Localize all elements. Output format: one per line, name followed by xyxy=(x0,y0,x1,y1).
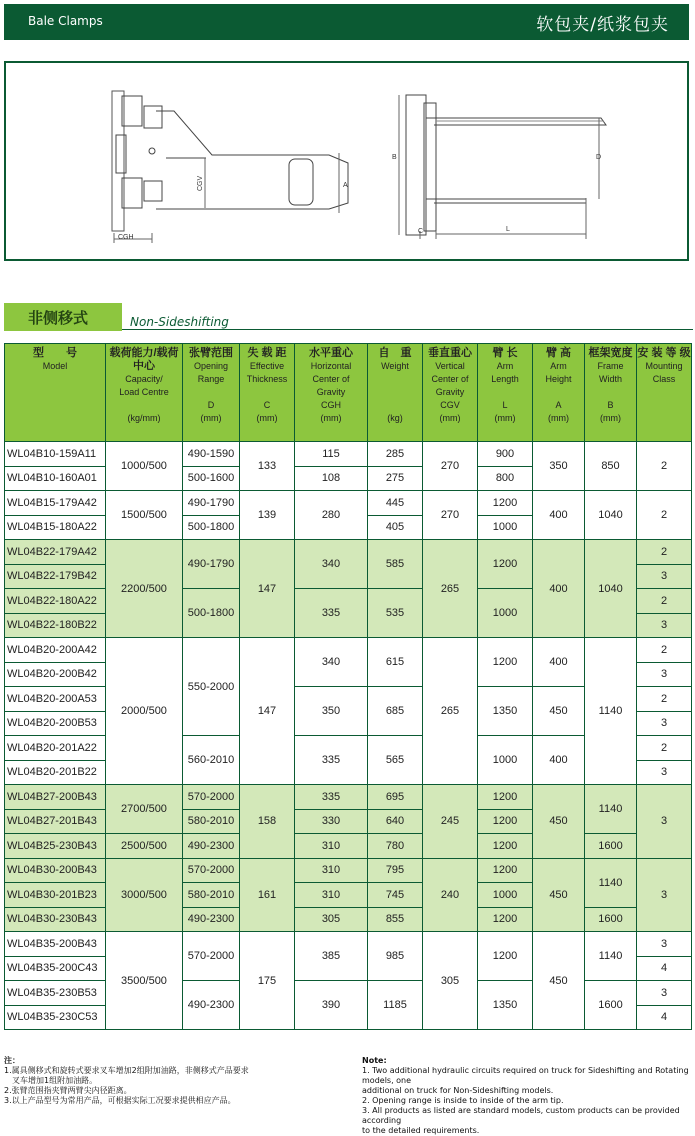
notes-en-line: 3. All products as listed are standard models, custom products can be provided according xyxy=(362,1106,680,1125)
weight-cell: 745 xyxy=(368,883,423,908)
model-cell: WL04B35-200C43 xyxy=(5,956,106,981)
cgh-cell: 310 xyxy=(295,883,368,908)
col-header-model: 型 号 Model xyxy=(5,344,106,442)
table-row xyxy=(5,785,692,810)
cgv-cell: 265 xyxy=(423,638,478,785)
arm-height-cell: 450 xyxy=(533,858,585,932)
model-cell: WL04B27-200B43 xyxy=(5,785,106,810)
mounting-cell: 2 xyxy=(637,491,692,540)
cgh-cell: 340 xyxy=(295,638,368,687)
weight-cell: 640 xyxy=(368,809,423,834)
dim-label-l: L xyxy=(506,226,510,233)
opening-cell: 490-1790 xyxy=(183,540,240,589)
dim-label-b: B xyxy=(392,154,397,161)
arm-length-cell: 1200 xyxy=(478,932,533,981)
arm-length-cell: 1200 xyxy=(478,785,533,810)
mounting-cell: 2 xyxy=(637,736,692,761)
cgh-cell: 330 xyxy=(295,809,368,834)
bale-clamp-drawing xyxy=(6,63,687,259)
model-cell: WL04B20-200A42 xyxy=(5,638,106,663)
frame-width-cell: 850 xyxy=(585,442,637,491)
arm-length-cell: 1000 xyxy=(478,736,533,785)
arm-length-cell: 1200 xyxy=(478,491,533,516)
header-title-en: Bale Clamps xyxy=(28,14,103,28)
cgh-cell: 335 xyxy=(295,785,368,810)
table-row xyxy=(5,834,692,859)
notes-en-title: Note: xyxy=(362,1056,387,1065)
arm-height-cell: 450 xyxy=(533,932,585,1030)
frame-width-cell: 1140 xyxy=(585,858,637,907)
weight-cell: 445 xyxy=(368,491,423,516)
table-row xyxy=(5,442,692,467)
model-cell: WL04B20-200B42 xyxy=(5,662,106,687)
frame-width-cell: 1040 xyxy=(585,491,637,540)
notes-zh-line: 3.以上产品型号为常用产品，可根据实际工况要求提供相应产品。 xyxy=(4,1096,236,1105)
opening-cell: 560-2010 xyxy=(183,736,240,785)
col-header-mounting: 安 装 等 级 Mounting Class xyxy=(637,344,692,442)
mounting-cell: 4 xyxy=(637,956,692,981)
section-title-en: Non-Sideshifting xyxy=(130,315,229,329)
weight-cell: 1185 xyxy=(368,981,423,1030)
weight-cell: 585 xyxy=(368,540,423,589)
model-cell: WL04B15-179A42 xyxy=(5,491,106,516)
model-cell: WL04B10-160A01 xyxy=(5,466,106,491)
mounting-cell: 2 xyxy=(637,589,692,614)
cgh-cell: 280 xyxy=(295,491,368,540)
notes-chinese xyxy=(4,1056,344,1106)
arm-length-cell: 1200 xyxy=(478,858,533,883)
capacity-cell: 2500/500 xyxy=(106,834,183,859)
weight-cell: 535 xyxy=(368,589,423,638)
notes-en-line: to the detailed requirements. xyxy=(362,1126,480,1135)
model-cell: WL04B27-201B43 xyxy=(5,809,106,834)
col-header-frame-width: 框架宽度 Frame Width B (mm) xyxy=(585,344,637,442)
opening-cell: 550-2000 xyxy=(183,638,240,736)
mounting-cell: 2 xyxy=(637,540,692,565)
thickness-cell: 158 xyxy=(240,785,295,859)
mounting-cell: 3 xyxy=(637,785,692,859)
model-cell: WL04B30-201B23 xyxy=(5,883,106,908)
col-header-capacity: 载荷能力/载荷中心 Capacity/ Load Centre (kg/mm) xyxy=(106,344,183,442)
model-cell: WL04B35-230B53 xyxy=(5,981,106,1006)
weight-cell: 685 xyxy=(368,687,423,736)
col-header-thickness: 失 载 距 Effective Thickness C (mm) xyxy=(240,344,295,442)
arm-height-cell: 400 xyxy=(533,736,585,785)
capacity-cell: 2200/500 xyxy=(106,540,183,638)
notes-en-line: additional on truck for Non-Sideshifting models. xyxy=(362,1086,554,1095)
opening-cell: 570-2000 xyxy=(183,858,240,883)
table-row xyxy=(5,638,692,663)
col-header-arm-length: 臂 长 Arm Length L (mm) xyxy=(478,344,533,442)
notes-en-line: 2. Opening range is inside to inside of the arm tip. xyxy=(362,1096,564,1105)
notes-zh-line: 叉车增加1组附加油路。 xyxy=(4,1076,98,1085)
arm-length-cell: 1350 xyxy=(478,981,533,1030)
thickness-cell: 175 xyxy=(240,932,295,1030)
mounting-cell: 2 xyxy=(637,687,692,712)
table-row xyxy=(5,491,692,516)
arm-length-cell: 1200 xyxy=(478,834,533,859)
arm-height-cell: 400 xyxy=(533,638,585,687)
capacity-cell: 1500/500 xyxy=(106,491,183,540)
opening-cell: 490-1590 xyxy=(183,442,240,467)
capacity-cell: 2700/500 xyxy=(106,785,183,834)
model-cell: WL04B25-230B43 xyxy=(5,834,106,859)
arm-length-cell: 1000 xyxy=(478,589,533,638)
page-header xyxy=(4,4,689,40)
notes-en-line: 1. Two additional hydraulic circuits required on truck for Sideshifting and Rotating models, one xyxy=(362,1066,689,1085)
frame-width-cell: 1140 xyxy=(585,638,637,785)
arm-height-cell: 450 xyxy=(533,687,585,736)
weight-cell: 855 xyxy=(368,907,423,932)
cgv-cell: 270 xyxy=(423,442,478,491)
arm-height-cell: 400 xyxy=(533,491,585,540)
col-header-cgv: 垂直重心 Vertical Center of Gravity CGV (mm) xyxy=(423,344,478,442)
dim-label-cgh: CGH xyxy=(118,234,134,241)
capacity-cell: 3000/500 xyxy=(106,858,183,932)
col-header-cgh: 水平重心 Horizontal Center of Gravity CGH (mm) xyxy=(295,344,368,442)
arm-height-cell: 400 xyxy=(533,540,585,638)
capacity-cell: 1000/500 xyxy=(106,442,183,491)
section-header xyxy=(4,303,693,331)
table-row xyxy=(5,858,692,883)
model-cell: WL04B22-179B42 xyxy=(5,564,106,589)
notes-zh-line: 2.张臂范围指夹臂两臂尖内径距离。 xyxy=(4,1086,132,1095)
cgh-cell: 305 xyxy=(295,907,368,932)
arm-length-cell: 1200 xyxy=(478,540,533,589)
mounting-cell: 3 xyxy=(637,711,692,736)
dim-label-a: A xyxy=(343,182,348,189)
mounting-cell: 3 xyxy=(637,858,692,932)
thickness-cell: 139 xyxy=(240,491,295,540)
cgh-cell: 108 xyxy=(295,466,368,491)
mounting-cell: 3 xyxy=(637,662,692,687)
mounting-cell: 3 xyxy=(637,760,692,785)
arm-length-cell: 1200 xyxy=(478,638,533,687)
cgh-cell: 385 xyxy=(295,932,368,981)
thickness-cell: 147 xyxy=(240,540,295,638)
spec-table xyxy=(4,343,692,1030)
mounting-cell: 2 xyxy=(637,638,692,663)
cgv-cell: 240 xyxy=(423,858,478,932)
cgh-cell: 350 xyxy=(295,687,368,736)
notes-english xyxy=(362,1056,692,1136)
opening-cell: 490-2300 xyxy=(183,981,240,1030)
weight-cell: 695 xyxy=(368,785,423,810)
frame-width-cell: 1040 xyxy=(585,540,637,638)
arm-length-cell: 1000 xyxy=(478,883,533,908)
col-header-opening: 张臂范围 Opening Range D (mm) xyxy=(183,344,240,442)
capacity-cell: 3500/500 xyxy=(106,932,183,1030)
model-cell: WL04B20-201A22 xyxy=(5,736,106,761)
arm-length-cell: 1350 xyxy=(478,687,533,736)
arm-height-cell: 450 xyxy=(533,785,585,859)
frame-width-cell: 1600 xyxy=(585,981,637,1030)
frame-width-cell: 1600 xyxy=(585,834,637,859)
opening-cell: 500-1800 xyxy=(183,589,240,638)
technical-drawing xyxy=(4,61,689,261)
cgv-cell: 305 xyxy=(423,932,478,1030)
cgh-cell: 335 xyxy=(295,736,368,785)
model-cell: WL04B35-200B43 xyxy=(5,932,106,957)
dim-label-c: C xyxy=(418,228,424,235)
weight-cell: 795 xyxy=(368,858,423,883)
thickness-cell: 133 xyxy=(240,442,295,491)
model-cell: WL04B22-179A42 xyxy=(5,540,106,565)
model-cell: WL04B20-200A53 xyxy=(5,687,106,712)
weight-cell: 615 xyxy=(368,638,423,687)
arm-length-cell: 1200 xyxy=(478,907,533,932)
model-cell: WL04B30-230B43 xyxy=(5,907,106,932)
mounting-cell: 3 xyxy=(637,613,692,638)
section-title-zh: 非侧移式 xyxy=(28,309,89,327)
mounting-cell: 3 xyxy=(637,564,692,589)
notes-zh-line: 1.属具侧移式和旋转式要求叉车增加2组附加油路，非侧移式产品要求 xyxy=(4,1066,249,1075)
weight-cell: 285 xyxy=(368,442,423,467)
table-row xyxy=(5,932,692,957)
arm-length-cell: 1200 xyxy=(478,809,533,834)
arm-length-cell: 800 xyxy=(478,466,533,491)
section-tab xyxy=(4,303,122,331)
opening-cell: 490-2300 xyxy=(183,834,240,859)
opening-cell: 490-2300 xyxy=(183,907,240,932)
arm-length-cell: 900 xyxy=(478,442,533,467)
mounting-cell: 2 xyxy=(637,442,692,491)
opening-cell: 580-2010 xyxy=(183,883,240,908)
dim-label-cgv: CGV xyxy=(197,175,204,191)
model-cell: WL04B20-200B53 xyxy=(5,711,106,736)
cgh-cell: 340 xyxy=(295,540,368,589)
dim-label-d: D xyxy=(596,154,602,161)
table-row xyxy=(5,540,692,565)
mounting-cell: 3 xyxy=(637,932,692,957)
frame-width-cell: 1600 xyxy=(585,907,637,932)
model-cell: WL04B15-180A22 xyxy=(5,515,106,540)
opening-cell: 570-2000 xyxy=(183,785,240,810)
arm-length-cell: 1000 xyxy=(478,515,533,540)
model-cell: WL04B20-201B22 xyxy=(5,760,106,785)
cgh-cell: 310 xyxy=(295,834,368,859)
mounting-cell: 4 xyxy=(637,1005,692,1030)
arm-height-cell: 350 xyxy=(533,442,585,491)
cgh-cell: 115 xyxy=(295,442,368,467)
model-cell: WL04B10-159A11 xyxy=(5,442,106,467)
weight-cell: 405 xyxy=(368,515,423,540)
opening-cell: 580-2010 xyxy=(183,809,240,834)
mounting-cell: 3 xyxy=(637,981,692,1006)
header-title-zh: 软包夹/纸浆包夹 xyxy=(536,15,669,35)
weight-cell: 275 xyxy=(368,466,423,491)
model-cell: WL04B22-180A22 xyxy=(5,589,106,614)
cgv-cell: 245 xyxy=(423,785,478,859)
frame-width-cell: 1140 xyxy=(585,932,637,981)
model-cell: WL04B22-180B22 xyxy=(5,613,106,638)
capacity-cell: 2000/500 xyxy=(106,638,183,785)
col-header-weight: 自 重 Weight (kg) xyxy=(368,344,423,442)
col-header-arm-height: 臂 高 Arm Height A (mm) xyxy=(533,344,585,442)
opening-cell: 570-2000 xyxy=(183,932,240,981)
section-divider xyxy=(122,329,693,330)
cgh-cell: 310 xyxy=(295,858,368,883)
weight-cell: 985 xyxy=(368,932,423,981)
model-cell: WL04B30-200B43 xyxy=(5,858,106,883)
opening-cell: 500-1800 xyxy=(183,515,240,540)
thickness-cell: 161 xyxy=(240,858,295,932)
cgh-cell: 390 xyxy=(295,981,368,1030)
frame-width-cell: 1140 xyxy=(585,785,637,834)
weight-cell: 565 xyxy=(368,736,423,785)
weight-cell: 780 xyxy=(368,834,423,859)
cgv-cell: 270 xyxy=(423,491,478,540)
table-header-row xyxy=(5,344,692,442)
opening-cell: 490-1790 xyxy=(183,491,240,516)
cgv-cell: 265 xyxy=(423,540,478,638)
cgh-cell: 335 xyxy=(295,589,368,638)
opening-cell: 500-1600 xyxy=(183,466,240,491)
thickness-cell: 147 xyxy=(240,638,295,785)
notes-zh-title: 注： xyxy=(4,1056,20,1065)
model-cell: WL04B35-230C53 xyxy=(5,1005,106,1030)
